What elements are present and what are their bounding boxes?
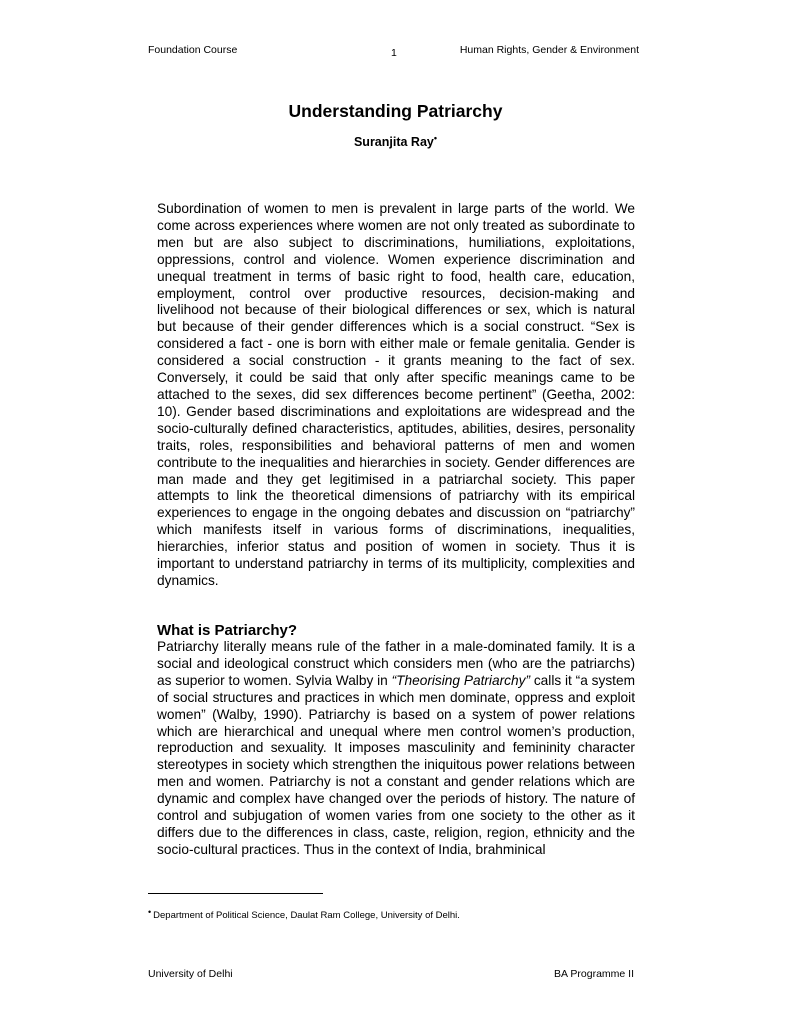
book-title-italic: “Theorising Patriarchy” [391, 672, 531, 688]
article-title: Understanding Patriarchy [288, 100, 503, 121]
running-header-left: Foundation Course [148, 44, 238, 56]
section-paragraph [157, 639, 635, 859]
page-number: 1 [391, 47, 397, 59]
author-name: Suranjita Ray [353, 135, 434, 149]
footnote-divider [148, 893, 323, 894]
author-line [0, 134, 791, 150]
running-footer-left: University of Delhi [148, 968, 233, 980]
section-heading: What is Patriarchy? [157, 622, 298, 639]
footnote-text: Department of Political Science, Daulat Ram College, University of Delhi. [153, 910, 460, 921]
footnote [148, 907, 460, 922]
section-paragraph-text-1: Patriarchy literally means rule of the father in a male-dominated family. It is a social and ideological construct which considers men (who are the patriarchs) as superior to women. Sylvia Walby in [157, 639, 635, 688]
intro-paragraph: Subordination of women to men is prevalent in large parts of the world. We come across experiences where women are not only treated as subordinate to men but are also subject to discriminations, humiliations, exploitations, oppressions, control and violence. Women experience discrimination and unequal treatment in terms of basic right to food, health care, education, employment, control over productive resources, decision-making and livelihood not because of their biological differences or sex, which is natural but because of their gender differences which is a social construct. “Sex is considered a fact - one is born with either male or female genitalia. Gender is considered a social construction - it grants meaning to the fact of sex. Conversely, it could be said that only after specific meanings came to be attached to the sexes, did sex differences become pertinent” (Geetha, 2002: 10). Gender based discriminations and exploitations are widespread and the socio-culturally defined characteristics, aptitudes, abilities, desires, personality traits, roles, responsibilities and behavioral patterns of men and women contribute to the inequalities and hierarchies in society. Gender differences are man made and they get legitimised in a patriarchal society. This paper attempts to link the theoretical dimensions of patriarchy with its empirical experiences to engage in the ongoing debates and discussion on “patriarchy” which manifests itself in various forms of discriminations, inequalities, hierarchies, inferior status and position of women in society. Thus it is important to understand patriarchy in terms of its multiplicity, complexities and dynamics. [157, 201, 635, 588]
section-paragraph-text-2: calls it “a system of social structures and practices in which men dominate, oppress and exploit women” (Walby, 1990). Patriarchy is based on a system of power relations which are hierarchical and unequal where men control women’s production, reproduction and sexuality. It imposes masculinity and femininity character stereotypes in society which strengthen the iniquitous power relations between men and women. Patriarchy is not a constant and gender relations which are dynamic and complex have changed over the periods of history. The nature of control and subjugation of women varies from one society to the other as it differs due to the differences in class, caste, religion, region, ethnicity and the socio-cultural practices. Thus in the context of India, brahminical [157, 672, 635, 857]
running-header-right: Human Rights, Gender & Environment [459, 44, 639, 56]
author-footnote-marker: • [433, 133, 438, 143]
footnote-marker: • [148, 907, 152, 917]
running-footer-right: BA Programme II [554, 968, 634, 980]
